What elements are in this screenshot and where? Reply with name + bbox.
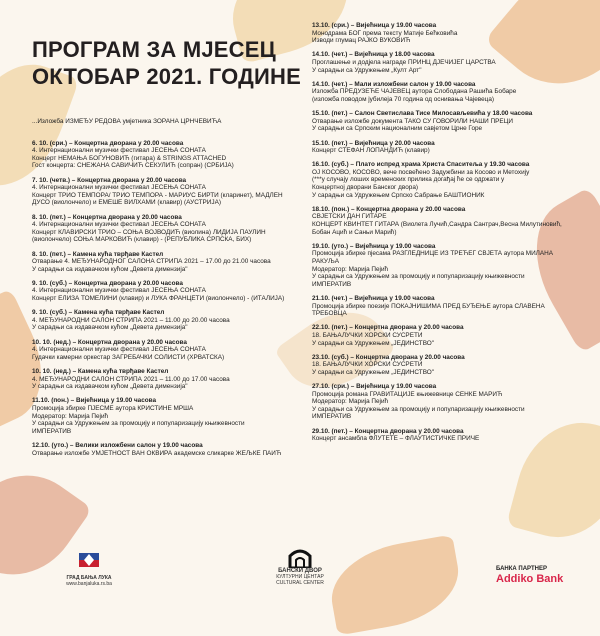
event-detail-line: 4. Интернационални музички фестивал ЈЕСЕЊА СОНАТА: [32, 287, 206, 295]
event-detail-line: Концерт ЕЛИЗА ТОМЕЛИНИ (клавир) и ЛУКА ФРАНЦЕТИ (виолончело) - (ИТАЛИЈА): [32, 295, 285, 303]
event-heading: 22.10. (пет.) – Концертна дворана у 20.00 часова: [312, 324, 464, 332]
event-detail-line: Концерт ансамбла ФЛУТЕТЕ – ФЛАУТИСТИЧКЕ ПРИЧЕ: [312, 435, 480, 443]
event-detail-line: ИМПЕРАТИВ: [312, 280, 352, 288]
event-detail-line: Отварање изложбе УМЈЕТНОСТ ВАН ОКВИРА академске сликарке ЖЕЉКЕ ПАИЋ: [32, 449, 282, 457]
event-heading: 27.10. (сри.) – Вијећница у 19.00 часова: [312, 383, 437, 391]
event-heading: 10. 10. (нед.) – Камена кућа тврђаве Кастел: [32, 368, 169, 375]
event-heading: 9. 10. (суб.) – Концертна дворана у 20.00 часова: [32, 279, 183, 287]
right-event-column: [312, 22, 574, 449]
event-detail-line: Изводи глумац РАЈКО ВУКОВИЋ: [312, 37, 411, 45]
intro-text: ...Изложба ИЗМЕЂУ РЕДОВА умјетника ЗОРАНА ЦРНЧЕВИЋА: [32, 118, 222, 125]
event-entry: [312, 161, 574, 199]
event-detail-line: 4. Интернационални музички фестивал ЈЕСЕЊА СОНАТА: [32, 184, 206, 192]
event-entry: [312, 81, 574, 104]
event-detail-line: Промоција романа ГРАВИТАЦИЈЕ књижевнице СЕНКЕ МАРИЋ: [312, 390, 503, 398]
event-heading: 6. 10. (сри.) – Концертна дворана у 20.00 часова: [32, 139, 184, 147]
center-name: БАНСКИ ДВОР: [278, 568, 322, 574]
event-detail-line: Модератор: Марија Пејић: [312, 265, 389, 273]
event-detail-line: Промоција збирке поезије ПОКАЈНИШИМА ПРЕД БУЂЕЊЕ аутора СЛАВЕНА: [312, 302, 545, 310]
event-detail-line: У сарадњи са издавачком кућом „Деветa димензија": [32, 265, 188, 273]
event-detail-line: У сарадњи са Удружењем Српско Сабрање БАШТИОНИК: [312, 191, 485, 199]
event-entry: [32, 214, 294, 244]
right-event-list: [312, 22, 574, 443]
event-heading: 15.10. (пет.) – Вијећница у 20.00 часова: [312, 139, 435, 147]
event-heading: 14.10. (чет.) – Мали изложбени салон у 19.00 часова: [312, 80, 476, 88]
event-heading: 19.10. (уто.) – Вијећница у 19.00 часова: [312, 242, 436, 250]
left-event-column: [32, 118, 294, 464]
event-detail-line: У сарадњи са Удружењем „ЈЕДИНСТВО": [312, 368, 434, 376]
event-detail-line: ИМПЕРАТИВ: [312, 413, 352, 421]
event-detail-line: ОЈ КОСОВО, КОСОВО, вече посвећено Задужбини за Косово и Метохију: [312, 168, 530, 176]
event-detail-line: (изложба поводом јубилеја 70 година од оснивања Чајевеца): [312, 95, 495, 103]
event-heading: 13.10. (сри.) – Вијећница у 19.00 часова: [312, 22, 437, 29]
event-detail-line: У сарадњи са издавачком кућом „Деветa димензија": [32, 324, 188, 332]
event-entry: [32, 397, 294, 435]
event-detail-line: 4. Интернационални музички фестивал ЈЕСЕЊА СОНАТА: [32, 221, 206, 229]
partner-label: БАНКА ПАРТНЕР: [496, 566, 547, 572]
city-emblem-icon: [64, 552, 114, 570]
event-entry: [312, 140, 574, 155]
event-detail-line: ТРЕБОВЦА: [312, 310, 347, 318]
event-heading: 21.10. (чет.) – Вијећница у 19.00 часова: [312, 294, 435, 302]
event-heading: 8. 10. (пет.) – Концертна дворана у 20.00 часова: [32, 213, 182, 221]
event-heading: 12.10. (уто.) – Велики изложбени салон у 19.00 часова: [32, 441, 203, 449]
event-detail-line: Бобан Ацић и Саньи Марић): [312, 228, 397, 236]
left-event-list: [32, 140, 294, 458]
event-entry: [312, 51, 574, 74]
event-entry: [32, 177, 294, 207]
event-detail-line: РАКУЉА: [312, 258, 339, 265]
center-sub1: КУЛТУРНИ ЦЕНТАР: [276, 574, 324, 580]
event-entry: [32, 442, 294, 457]
event-heading: 11.10. (пон.) – Вијећница у 19.00 часова: [32, 397, 157, 405]
event-heading: 18.10. (пон.) – Концертна дворана у 20.00 часова: [312, 205, 466, 213]
event-detail-line: Отварање 4. МЕЂУНАРОДНОГ САЛОНА СТРИПА 2021 – 17.00 до 21.00 часова: [32, 258, 271, 266]
event-entry: [32, 309, 294, 332]
city-logo: [64, 552, 114, 587]
event-detail-line: У сарадњи са Удружењем „Култ Арт": [312, 66, 422, 74]
event-detail-line: 18. БАЊАЛУЧКИ ХОРСКИ СУСРЕТИ: [312, 331, 423, 339]
event-heading: 23.10. (суб.) – Концертна дворана у 20.00 часова: [312, 353, 465, 361]
event-heading: 14.10. (чет.) – Вијећница у 18.00 часова: [312, 51, 435, 59]
event-detail-line: У сарадњи са издавачком кућом „Деветa димензија": [32, 383, 188, 391]
event-entry: [32, 251, 294, 274]
event-entry: [32, 368, 294, 391]
event-detail-line: У сарадњи са Удружењем за промоцију и популаризацију књижевности: [312, 405, 525, 413]
event-detail-line: Промоција збирке ПЈЕСМЕ аутора КРИСТИНЕ МРША: [32, 404, 194, 412]
event-detail-line: (***у случају лоших временских прилика догађај ће се одржати у: [312, 176, 505, 184]
event-detail-line: (виолончело) СОЊА МАРКОВИЋ (клавир) - (РЕПУБЛИКА СРПСКА, БИХ): [32, 236, 252, 244]
event-detail-line: Модератор: Марија Пејић: [312, 398, 389, 406]
event-detail-line: ДУСО (виолончело) и ЕМЕШЕ ВИЛХАМИ (клавир) (АУСТРИЈА): [32, 199, 221, 207]
center-sub2: CULTURAL CENTER: [276, 580, 324, 586]
page-title-line1: ПРОГРАМ ЗА МЈЕСЕЦ: [32, 37, 276, 62]
event-detail-line: Проглашење и додјела награде ПРИНЦ ДЈЕЧИЈЕГ ЦАРСТВА: [312, 58, 496, 66]
event-detail-line: У сарадњи са Српским националним савјетом Црне Горе: [312, 125, 483, 133]
event-detail-line: Концерт ТРИО ТЕМПОРА/ ТРИО ТЕМПОРА - МАРИУС БИРТИ (кларинет), МАДЛЕН: [32, 191, 283, 199]
event-entry: [312, 324, 574, 347]
banski-dvor-icon: [288, 548, 312, 568]
event-entry: [32, 280, 294, 303]
event-detail-line: Гудачки камерни оркестар ЗАГРЕБАЧКИ СОЛИСТИ (ХРВАТСКА): [32, 353, 225, 361]
cultural-center-logo: [270, 548, 330, 586]
event-entry: [312, 354, 574, 377]
event-detail-line: Изложба ПРЕДУЗЕЋЕ ЧАЈЕВЕЦ аутора Слободана Рашића Бобаре: [312, 88, 517, 96]
event-heading: 10. 10. (нед.) – Концертна дворана у 20.00 часова: [32, 338, 187, 346]
page-title-line2: ОКТОБАР 2021. ГОДИНЕ: [32, 64, 301, 89]
event-detail-line: Концерт КЛАВИРСКИ ТРИО – СОЊА ВОЈВОДИЋ (виолина) ЛИДИЈА ПАУЛИН: [32, 228, 266, 236]
event-detail-line: Концерт НЕМАЊА БОГУНОВИЋ (гитара) & STRINGS ATTACHED: [32, 154, 227, 162]
event-heading: 15.10. (пет.) – Салон Светислава Тисе Милосављевића у 18.00 часова: [312, 110, 533, 118]
event-detail-line: СВЈЕТСКИ ДАН ГИТАРЕ: [312, 213, 387, 221]
leaf-decoration: [324, 534, 466, 635]
page-title: [32, 36, 301, 90]
event-heading: 7. 10. (четв.) – Концертна дворана у 20.00 часова: [32, 176, 187, 184]
event-detail-line: Гост концерта: СНЕЖАНА САВИЧИЋ СЕКУЛИЋ (сопран) (СРБИЈА): [32, 162, 234, 170]
city-web: www.banjaluka.rs.ba: [66, 581, 112, 587]
event-heading: 16.10. (суб.) – Плато испред храма Христа Спаситеља у 19.30 часова: [312, 161, 530, 169]
event-entry: [312, 206, 574, 236]
event-heading: 8. 10. (пет.) – Камена кућа тврђаве Кастел: [32, 250, 164, 258]
city-name: ГРАД БАЊА ЛУКА: [66, 575, 112, 581]
event-detail-line: Промоција збирке пјесама РАЗГЛЕДНИЦЕ ИЗ ТРЕЋЕГ СВЈЕТА аутора МИЛАНА: [312, 250, 554, 258]
event-detail-line: Концертној дворани Банског двора): [312, 184, 419, 192]
event-entry: [312, 110, 574, 133]
event-detail-line: У сарадњи са Удружењем за промоцију и популаризацију књижевности: [32, 420, 245, 428]
event-detail-line: Отварање изложбе документа ТАКО СУ ГОВОРИЛИ НАШИ ПРЕЦИ: [312, 117, 513, 125]
event-detail-line: У сарадњи са Удружењем за промоцију и популаризацију књижевности: [312, 273, 525, 281]
event-detail-line: 4. МЕЂУНАРОДНИ САЛОН СТРИПА 2021 – 11.00 до 17.00 часова: [32, 375, 230, 383]
event-detail-line: КОНЦЕРТ КВИНТЕТ ГИТАРА (Виолета Лучић,Сандра Сантрач,Весна Милутиновић,: [312, 221, 562, 229]
event-detail-line: ИМПЕРАТИВ: [32, 427, 72, 435]
event-detail-line: Модератор: Марија Пејић: [32, 412, 109, 420]
event-entry: [312, 22, 574, 45]
event-detail-line: Монодрама БОГ према тексту Матије Бећковића: [312, 29, 458, 37]
event-entry: [32, 339, 294, 362]
event-heading: 29.10. (пет.) – Концертна дворана у 20.00 часова: [312, 427, 464, 435]
event-detail-line: 4. МЕЂУНАРОДНИ САЛОН СТРИПА 2021 – 11.00 до 20.00 часова: [32, 316, 230, 324]
event-entry: [312, 295, 574, 318]
event-detail-line: 18. БАЊАЛУЧКИ ХОРСКИ СУСРЕТИ: [312, 361, 423, 369]
event-detail-line: 4. Интернационални музички фестивал ЈЕСЕЊА СОНАТА: [32, 147, 206, 155]
bank-partner: [496, 566, 586, 585]
event-detail-line: Концерт СТЕФАН ЛОПАНДИЋ (клавир): [312, 147, 430, 155]
bank-name: Addiko Bank: [496, 573, 564, 585]
event-heading: 9. 10. (суб.) – Камена кућа тврђаве Кастел: [32, 309, 165, 317]
event-detail-line: У сарадњи са Удружењем „ЈЕДИНСТВО": [312, 339, 434, 347]
event-detail-line: 4. Интернационални музички фестивал ЈЕСЕЊА СОНАТА: [32, 346, 206, 354]
event-entry: [312, 383, 574, 421]
event-entry: [312, 243, 574, 289]
event-entry: [32, 140, 294, 170]
event-entry: [312, 428, 574, 443]
